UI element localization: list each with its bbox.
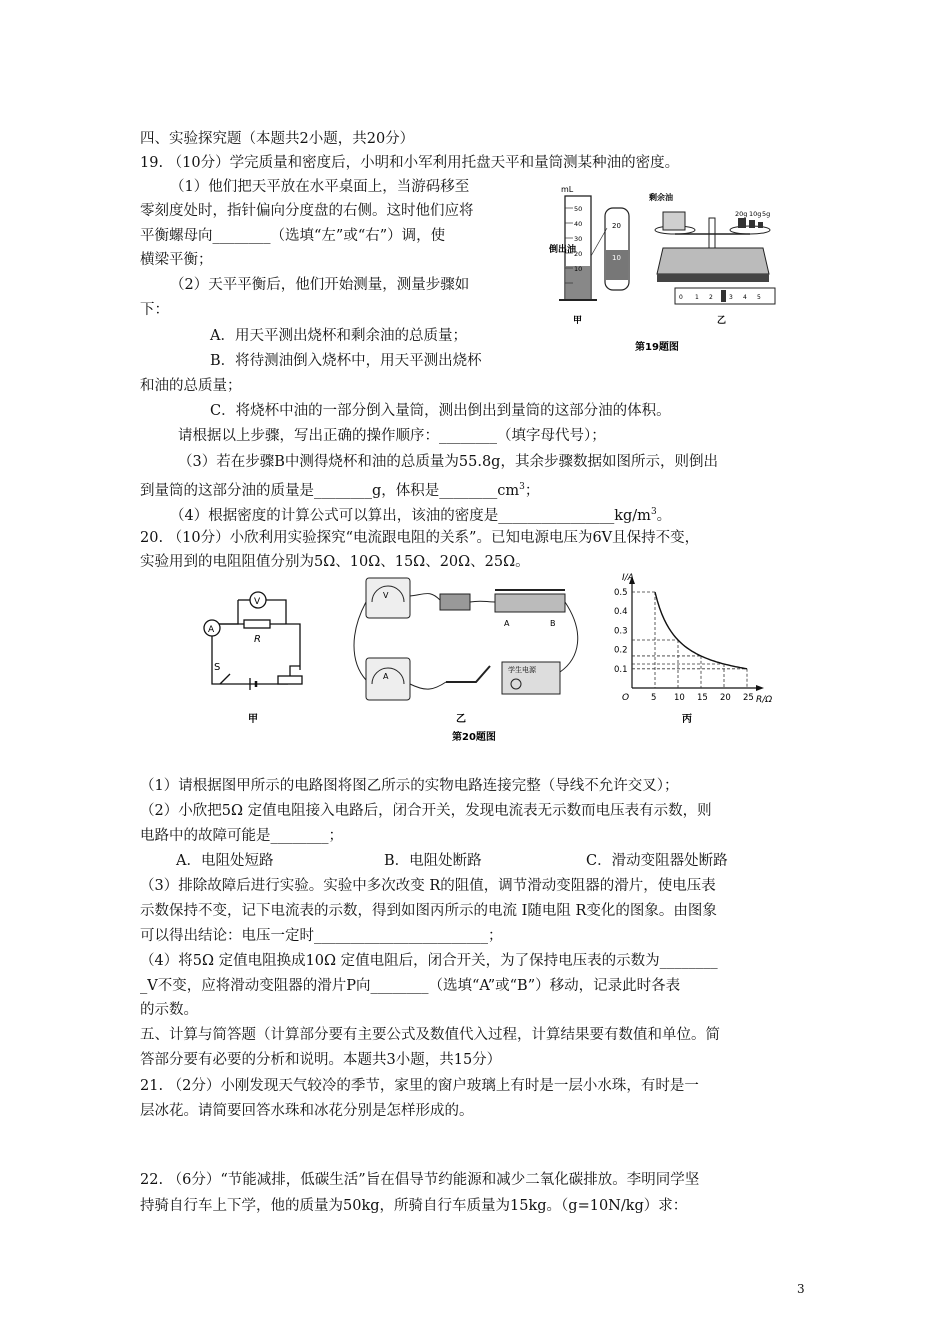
label-jia: 甲 [573, 316, 583, 326]
svg-text:1: 1 [695, 294, 699, 301]
q19-line: 平衡螺母向________（选填“左”或“右”）调，使 [140, 228, 446, 244]
figure-19 [545, 178, 805, 354]
voltmeter-symbol: V [254, 597, 261, 607]
x-axis-label: R/Ω [756, 695, 773, 705]
q19-line: 下： [140, 302, 169, 318]
svg-text:学生电源: 学生电源 [508, 666, 536, 674]
q20-line: 20. （10分）小欣利用实验探究“电流跟电阻的关系”。已知电源电压为6V且保持不变， [140, 530, 700, 546]
y-tick-label: 0.5 [614, 588, 628, 598]
svg-text:V: V [383, 591, 389, 600]
x-tick-label: 20 [720, 693, 731, 703]
q19-line: 零刻度处时，指针偏向分度盘的右侧。这时他们应将 [140, 203, 474, 219]
q20-part2: （2）小欣把5Ω 定值电阻接入电路后，闭合开关，发现电流表无示数而电压表有示数，则 [140, 803, 712, 819]
q20-option-b: B．电阻处断路 [384, 853, 482, 869]
unit-label: mL [561, 185, 574, 194]
svg-text:50: 50 [574, 205, 583, 213]
ammeter-symbol: A [208, 625, 215, 635]
svg-text:40: 40 [574, 220, 583, 228]
q19-line: （3）若在步骤B中测得烧杯和油的总质量为55.8g，其余步骤数据如图所示，则倒出 [178, 454, 718, 470]
pour-label: 倒出油 [549, 245, 577, 255]
q21-line: 层冰花。请简要回答水珠和冰花分别是怎样形成的。 [140, 1103, 474, 1119]
svg-text:0: 0 [679, 294, 683, 301]
q19-line: （4）根据密度的计算公式可以算出，该油的密度是$\_\_\_\_\_\_\_\_\_\_\_\_\_\_\_\_kg/m^3$。 [170, 507, 672, 524]
section4-title: 四、实验探究题（本题共2小题，共20分） [140, 131, 415, 147]
svg-text:B: B [550, 619, 556, 628]
physical-circuit [354, 578, 578, 725]
resistor-label: R [254, 634, 261, 645]
q19-step-a: A．用天平测出烧杯和剩余油的总质量； [210, 328, 467, 344]
q20-part4: （4）将5Ω 定值电阻换成10Ω 定值电阻后，闭合开关，为了保持电压表的示数为________ [140, 953, 718, 969]
q21-line: 21. （2分）小刚发现天气较冷的季节，家里的窗户玻璃上有时是一层小水珠，有时是一 [140, 1078, 699, 1094]
label-bing: 丙 [682, 714, 692, 725]
figure-20-caption: 第20题图 [452, 732, 496, 743]
graduated-cylinder [549, 185, 629, 326]
remain-label: 剩余油 [649, 193, 673, 202]
svg-text:4: 4 [743, 294, 747, 301]
q20-part3: 可以得出结论：电压一定时________________________； [140, 928, 503, 944]
q19-line: （2）天平平衡后，他们开始测量，测量步骤如 [170, 277, 470, 293]
x-tick-label: 5 [651, 693, 657, 703]
svg-text:5: 5 [757, 294, 761, 301]
page-number: 3 [797, 1282, 805, 1296]
q20-line: 实验用到的电阻阻值分别为5Ω、10Ω、15Ω、20Ω、25Ω。 [140, 554, 530, 570]
y-axis-label: I/A [622, 573, 634, 583]
q20-part4: 的示数。 [140, 1002, 198, 1018]
svg-text:10: 10 [574, 265, 583, 273]
svg-text:3: 3 [729, 294, 733, 301]
svg-text:30: 30 [574, 235, 583, 243]
q19-line: 请根据以上步骤，写出正确的操作顺序：________（填字母代号）； [178, 428, 606, 444]
q19-step-c: C．将烧杯中油的一部分倒入量筒，测出倒出到量筒的这部分油的体积。 [210, 403, 671, 419]
q19-line: 和油的总质量； [140, 378, 242, 394]
y-tick-label: 0.2 [614, 645, 628, 656]
svg-text:20g: 20g [735, 210, 748, 218]
figure-20 [190, 572, 773, 744]
switch-label: S [214, 662, 221, 673]
y-tick-label: 0.4 [614, 607, 628, 618]
q20-option-c: C．滑动变阻器处断路 [586, 853, 728, 869]
q19-line: （1）他们把天平放在水平桌面上，当游码移至 [170, 179, 470, 195]
q22-line: 22. （6分）“节能减排，低碳生活”旨在倡导节约能源和减少二氧化碳排放。李明同学坚 [140, 1172, 700, 1188]
x-tick-label: 10 [674, 693, 685, 703]
label-yi: 乙 [456, 714, 466, 725]
svg-text:20: 20 [612, 222, 621, 230]
x-tick-label: 15 [697, 693, 708, 703]
q20-part2: 电路中的故障可能是________； [140, 828, 343, 844]
origin-label: O [622, 693, 630, 703]
section5-title: 答部分要有必要的分析和说明。本题共3小题，共15分） [140, 1052, 502, 1068]
section5-title: 五、计算与简答题（计算部分要有主要公式及数值代入过程，计算结果要有数值和单位。简 [140, 1027, 720, 1043]
svg-text:A: A [504, 619, 510, 628]
label-yi: 乙 [717, 316, 727, 326]
q19-line: 横梁平衡； [140, 252, 213, 268]
q19-line: 到量筒的这部分油的质量是________g，体积是$\_\_\_\_\_\_\_\_cm^3$； [140, 482, 540, 499]
q20-part3: 示数保持不变，记下电流表的示数，得到如图丙所示的电流 I随电阻 R变化的图象。由图象 [140, 903, 717, 919]
q20-part4: _V不变，应将滑动变阻器的滑片P向________（选填“A”或“B”）移动，记录此时各表 [140, 978, 681, 994]
svg-text:A: A [383, 672, 389, 681]
label-jia: 甲 [248, 714, 258, 725]
q20-part1: （1）请根据图甲所示的电路图将图乙所示的实物电路连接完整（导线不允许交叉）； [140, 778, 679, 794]
circuit-diagram [204, 592, 302, 690]
q20-option-a: A．电阻处短路 [176, 853, 274, 869]
svg-text:5g: 5g [762, 210, 771, 218]
y-tick-label: 0.1 [614, 664, 628, 675]
svg-text:20: 20 [574, 250, 583, 258]
svg-text:2: 2 [709, 294, 713, 301]
figure-19-caption: 第19题图 [635, 342, 679, 353]
graph-i-vs-r [614, 573, 772, 725]
y-tick-label: 0.3 [614, 626, 628, 637]
q19-step-b: B．将待测油倒入烧杯中，用天平测出烧杯 [210, 353, 482, 369]
q22-line: 持骑自行车上下学，他的质量为50kg，所骑自行车质量为15kg。（g=10N/kg）求： [140, 1198, 688, 1214]
balance-scale [649, 192, 775, 326]
x-tick-label: 25 [743, 693, 754, 703]
q20-part3: （3）排除故障后进行实验。实验中多次改变 R的阻值，调节滑动变阻器的滑片，使电压表 [140, 878, 716, 894]
svg-text:10: 10 [612, 254, 621, 262]
svg-text:10g: 10g [749, 210, 762, 218]
q19-line: 19. （10分）学完质量和密度后，小明和小军利用托盘天平和量筒测某种油的密度。 [140, 155, 680, 171]
